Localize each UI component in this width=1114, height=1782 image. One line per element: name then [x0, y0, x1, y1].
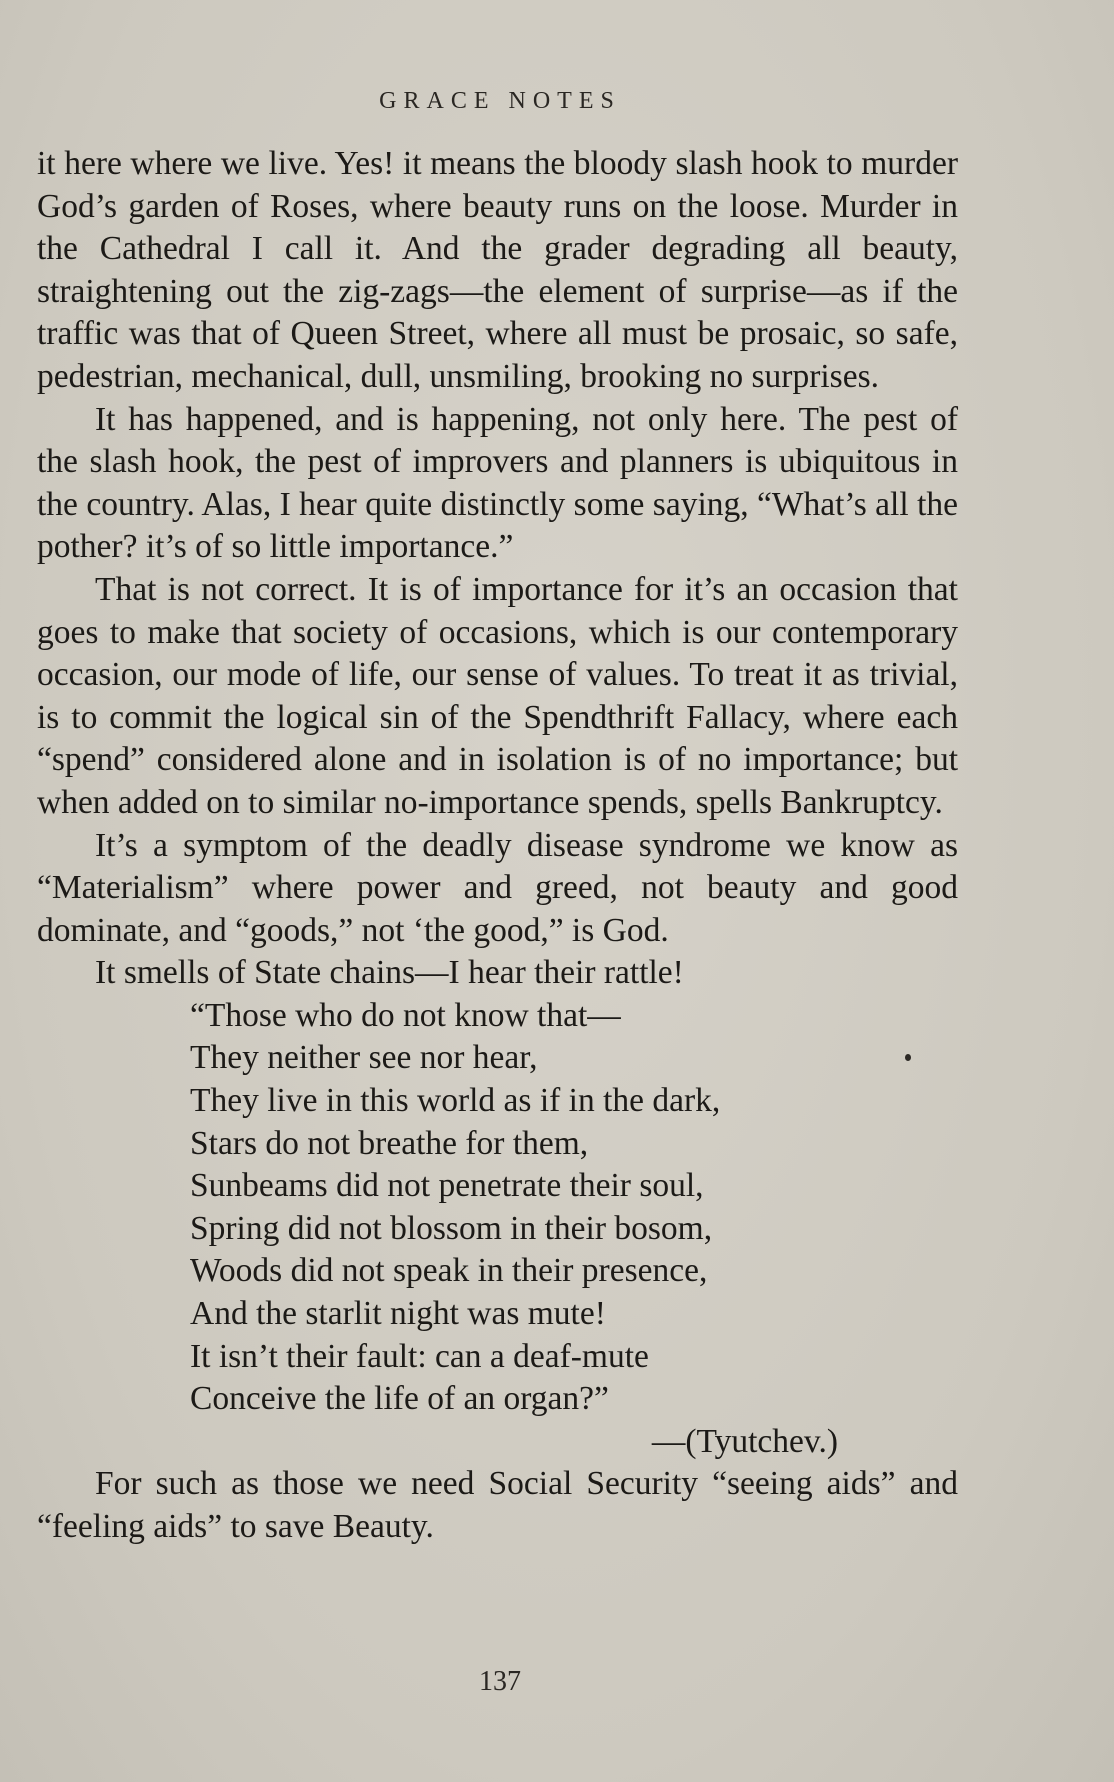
closing-paragraph: For such as those we need Social Security “seeing aids” and “feeling aids” to save Beauty.	[37, 1465, 958, 1545]
paragraph: It has happened, and is happening, not only here. The pest of the slash hook, the pest of improvers and planners is ubiquitous in the country. Alas, I hear quite distinctly some saying, “What’s all the pother? it’s of so little importance.”	[37, 400, 958, 566]
verse-line: Conceive the life of an organ?”	[190, 1380, 609, 1418]
verse-line: They neither see nor hear,	[190, 1039, 538, 1077]
paragraph: It’s a symptom of the deadly disease syndrome we know as “Materialism” where power and greed, not beauty and good dominate, and “goods,” not ‘the good,” is God.	[37, 826, 958, 949]
verse-attribution: —(Tyutchev.)	[651, 1422, 838, 1460]
running-header: GRACE NOTES	[379, 88, 621, 114]
verse-line: And the starlit night was mute!	[190, 1295, 606, 1333]
page-body	[37, 143, 958, 1549]
verse-line: Woods did not speak in their presence,	[190, 1252, 708, 1290]
verse-line: Stars do not breathe for them,	[190, 1124, 589, 1162]
verse-line: “Those who do not know that—	[190, 996, 621, 1034]
verse-line: They live in this world as if in the dark,	[190, 1082, 721, 1120]
verse-line: Sunbeams did not penetrate their soul,	[190, 1167, 704, 1205]
verse-line: Spring did not blossom in their bosom,	[190, 1209, 713, 1247]
paragraph-continued: it here where we live. Yes! it means the bloody slash hook to murder God’s garden of Roses, where beauty runs on the loose. Murder in the Cathedral I call it. And the grader degrading all beauty, straightening out the zig-zags—the element of surprise—as if the traffic was that of Queen Street, where all must be prosaic, so safe, pedestrian, mechanical, dull, unsmiling, brooking no surprises.	[37, 145, 958, 395]
ink-speck	[905, 1054, 911, 1061]
page-number: 137	[479, 1666, 521, 1697]
paragraph: That is not correct. It is of importance for it’s an occasion that goes to make that society of occasions, which is our contemporary occasion, our mode of life, our sense of values. To treat it as trivial, is to commit the logical sin of the Spendthrift Fallacy, where each “spend” considered alone and in isolation is of no importance; but when added on to similar no-importance spends, spells Bankruptcy.	[37, 570, 958, 821]
verse-line: It isn’t their fault: can a deaf-mute	[190, 1337, 649, 1375]
paragraph: It smells of State chains—I hear their rattle!	[95, 954, 684, 992]
verse-quotation	[37, 995, 958, 1421]
